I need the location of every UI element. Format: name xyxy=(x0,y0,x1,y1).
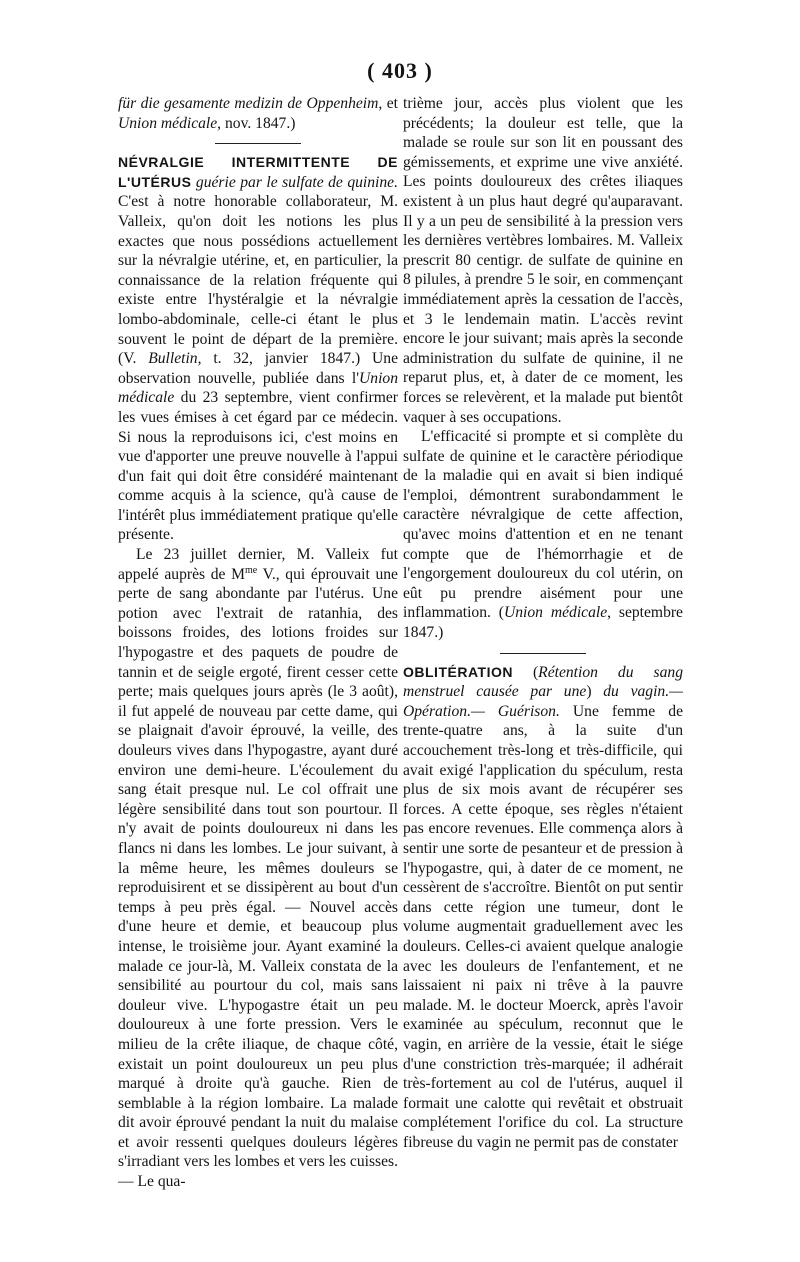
article-subtitle-neuralgia: guérie par le sulfate de quinine. xyxy=(195,173,398,191)
section-divider xyxy=(215,143,301,144)
efficacy-text-b: , septembre 1847.) xyxy=(403,604,683,642)
page-number: ( 403 ) xyxy=(367,58,433,83)
intro-text-b: , nov. 1847.) xyxy=(217,114,296,132)
left-column xyxy=(118,94,398,1192)
article-title-neuralgia: NÉVRALGIE INTERMITTENTE DE L'UTÉRUS xyxy=(118,154,398,190)
efficacy-paragraph xyxy=(403,427,683,643)
union-medicale-reference: Union médicale xyxy=(118,369,398,407)
efficacy-text-a: L'efficacité si prompte et si complète du sulfate de quinine et le caractère périodique de la maladie qui en avait si bien indiqué l'emploi, démontrent surabondamment le caractère névralgique de cette affection, qu'avec moins d'attention et en ne tenant compte que de l'hémorrhagie et de l'engorgement douloureux du col utérin, on eût pu prendre aisément pour une inflammation. ( xyxy=(403,428,683,622)
article-subtitle-obliteration-a: Rétention du sang menstruel causée par une xyxy=(403,663,683,701)
intro-source-italic: für die gesamente medizin de Oppenheim xyxy=(118,95,379,112)
case-text-b: V., qui éprouvait une perte de sang abondante par l'utérus. Une potion avec l'extrait de ratanhia, des boissons froides, des lotions froides sur l'hypogastre et des paquets de poudre de tannin et de seigle ergoté, firent cesser cette perte; mais quelques jours après (le 3 août), il fut appelé de nouveau par cette dame, qui se plaignait d'avoir éprouvé, la veille, des douleurs vives dans l'hypogastre, ayant duré environ une demi-heure. L'écoulement du sang était presque nul. Le col offrait une légère sensibilité dans tout son pourtour. Il n'y avait de points douloureux ni dans les flancs ni dans les lombes. Le jour suivant, à la même heure, les mêmes douleurs se reproduisirent et se dissipèrent au bout d'un temps à peu près égal. — Nouvel accès d'une heure et demie, et beaucoup plus intense, le troisième jour. Ayant examiné la malade ce jour-là, M. Valleix constata de la sensibilité au pourtour du col, mais sans douleur vive. L'hypogastre était un peu douloureux à une forte pression. Vers le milieu de la crête iliaque, de chaque côté, existait un point douloureux un peu plus marqué à droite qu'à gauche. Rien de semblable à la région lombaire. La malade dit avoir éprouvé pendant la nuit du malaise et avoir ressenti quelques douleurs légères s'irradiant vers les lombes et vers les cuisses. — Le qua- xyxy=(118,565,398,1191)
case-continuation: trième jour, accès plus violent que les précédents; la douleur est telle, que la malade se roule sur son lit en poussant des gémissements, et exprime une vive anxiété. Les points douloureux des crêtes iliaques existent à un plus haut degré qu'auparavant. Il y a un peu de sensibilité à la pression vers les dernières vertèbres lombaires. M. Valleix prescrit 80 centigr. de sulfate de quinine en 8 pilules, à prendre 5 le soir, en commençant immédiatement après la cessation de l'accès, et 3 le lendemain matin. L'accès revint encore le jour suivant; mais après la seconde administration du sulfate de quinine, il ne reparut plus, et, à dater de ce moment, les forces se relevèrent, et la malade put bientôt vaquer à ses occupations. xyxy=(403,95,683,426)
efficacy-journal: Union médicale xyxy=(503,604,608,622)
article-body-obliteration: Une femme de trente-quatre ans, à la suite d'un accouchement très-long et très-difficile, qui avait exigé l'application du spéculum, resta plus de six mois avant de récupérer ses forces. A cette époque, ses règles n'étaient pas encore revenues. Elle commença alors à sentir une sorte de pesanteur et de pression à l'hypogastre, qui, à dater de ce moment, ne cessèrent de s'accroître. Bientôt on put sentir dans cette région une tumeur, dont le volume augmentait graduellement avec les douleurs. Celles-ci avaient quelque analogie avec les douleurs de l'enfantement, et ne laissaient ni paix ni trêve à la pauvre malade. M. le docteur Moerck, après l'avoir examinée au spéculum, reconnut que le vagin, en arrière de la vessie, était le siége d'une constriction très-marquée; il adhérait très-fortement au col de l'utérus, auquel il formait une calotte qui revêtait et obstruait complétement l'orifice du col. La structure fibreuse du vagin ne permit pas de constater xyxy=(403,702,683,1151)
intro-text-a: , et xyxy=(378,95,399,112)
article-body-b: , t. 32, janvier 1847.) Une observation nouvelle, publiée dans l' xyxy=(118,350,398,387)
case-superscript: me xyxy=(244,564,258,576)
article-neuralgia xyxy=(118,153,398,545)
article-body-a: C'est à notre honorable collaborateur, M. Valleix, qu'on doit les notions les plus exactes que nous possédions actuellement sur la névralgie utérine, et, en particulier, la connaissance de la relation fréquente qui existe entre l'hystéralgie et la névralgie lombo-abdominale, celle-ci étant le plus souvent le point de départ de la première. (V. xyxy=(118,193,398,368)
article-subtitle-obliteration-b: du vagin.— Opération.— Guérison. xyxy=(403,683,683,720)
subtitle-open-paren: ( xyxy=(512,663,539,681)
section-divider xyxy=(500,653,586,654)
article-body-c: du 23 septembre, vient confirmer les vues émises à cet égard par ce médecin. Si nous la reproduisons ici, c'est moins en vue d'apporter une preuve nouvelle à l'appui d'un fait qui doit être considéré maintenant comme acquis à la science, qu'à cause de l'intérêt plus immédiatement pratique qu'elle présente. xyxy=(118,389,398,544)
subtitle-close-paren: ) xyxy=(586,683,604,701)
bulletin-reference: Bulletin xyxy=(148,350,198,368)
intro-paragraph xyxy=(118,94,398,133)
article-title-obliteration: OBLITÉRATION xyxy=(403,663,513,680)
intro-journal: Union médicale xyxy=(118,114,218,132)
article-obliteration xyxy=(403,663,683,1153)
right-column xyxy=(403,94,683,1152)
case-text-a: Le 23 juillet dernier, M. Valleix fut appelé auprès de M xyxy=(118,546,398,583)
case-paragraph xyxy=(118,545,398,1192)
